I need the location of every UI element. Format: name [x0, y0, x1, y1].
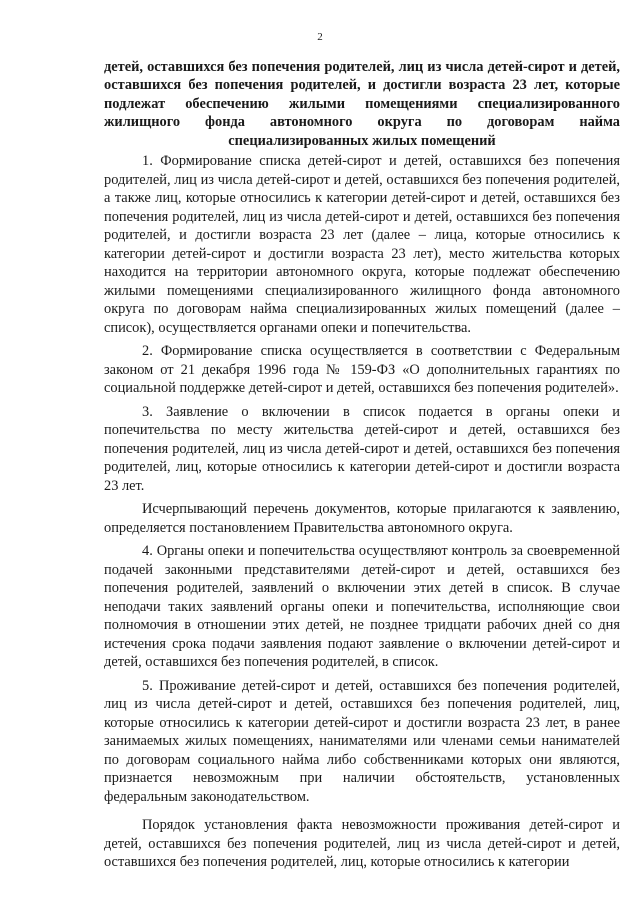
paragraph-3-list-of-documents: Исчерпывающий перечень документов, которые прилагаются к заявлению, определяется постановлением Правительства автономного округа. [104, 501, 620, 536]
paragraph-5-procedure: Порядок установления факта невозможности проживания детей-сирот и детей, оставшихся без попечения родителей, лиц из числа детей-сирот и детей, оставшихся без попечения родителей, лиц, которые относились к категории [104, 817, 620, 871]
paragraph-2: 2. Формирование списка осуществляется в соответствии с Федеральным законом от 21 декабря 1996 года № 159-ФЗ «О дополнительных гарантиях по социальной поддержке детей-сирот и детей, оставшихся без попечения родителей». [104, 343, 620, 397]
section-heading: детей, оставшихся без попечения родителей, лиц из числа детей-сирот и детей, оставшихся без попечения родителей, и достигли возраста 23 лет, которые подлежат обеспечению жилыми помещениями специализированного жилищного фонда автономного округа по договорам найма специализированных жилых помещений [104, 59, 620, 149]
document-body [104, 58, 620, 877]
paragraph-4: 4. Органы опеки и попечительства осуществляют контроль за своевременной подачей законными представителями детей-сирот и детей, оставшихся без попечения родителей, заявлений о включении этих детей в список. В случае неподачи таких заявлений органы опеки и попечительства, исполняющие свои полномочия в отношении этих детей, не позднее тридцати рабочих дней со дня истечения срока подачи заявления подают заявление о включении детей-сирот и детей, оставшихся без попечения родителей, в список. [104, 543, 620, 671]
paragraph-5: 5. Проживание детей-сирот и детей, оставшихся без попечения родителей, лиц из числа детей-сирот и детей, оставшихся без попечения родителей, лиц, которые относились к категории детей-сирот и достигли возраста 23 лет, в ранее занимаемых жилых помещениях, нанимателями или членами семьи нанимателей по договорам социального найма либо собственниками которых они являются, признается невозможным при наличии обстоятельств, установленных федеральным законодательством. [104, 677, 620, 805]
paragraph-3: 3. Заявление о включении в список подается в органы опеки и попечительства по месту жительства детей-сирот и детей, оставшихся без попечения родителей, лиц из числа детей-сирот и детей, оставшихся без попечения родителей, лиц, которые относились к категории детей-сирот и достигли возраста 23 лет. [104, 403, 620, 494]
page-number: 2 [317, 31, 323, 43]
paragraph-1: 1. Формирование списка детей-сирот и детей, оставшихся без попечения родителей, лиц из числа детей-сирот и детей, оставшихся без попечения родителей, а также лиц, которые относились к категории детей-сирот и детей, оставшихся без попечения родителей, лиц из числа детей-сирот и детей, оставшихся без попечения родителей, и достигли возраста 23 лет (далее – лица, которые относились к категории детей-сирот и достигли возраста 23 лет), место жительства которых находится на территории автономного округа, которые подлежат обеспечению жилыми помещениями специализированного жилищного фонда автономного округа по договорам найма специализированных жилых помещений (далее – список), осуществляется органами опеки и попечительства. [104, 153, 620, 336]
